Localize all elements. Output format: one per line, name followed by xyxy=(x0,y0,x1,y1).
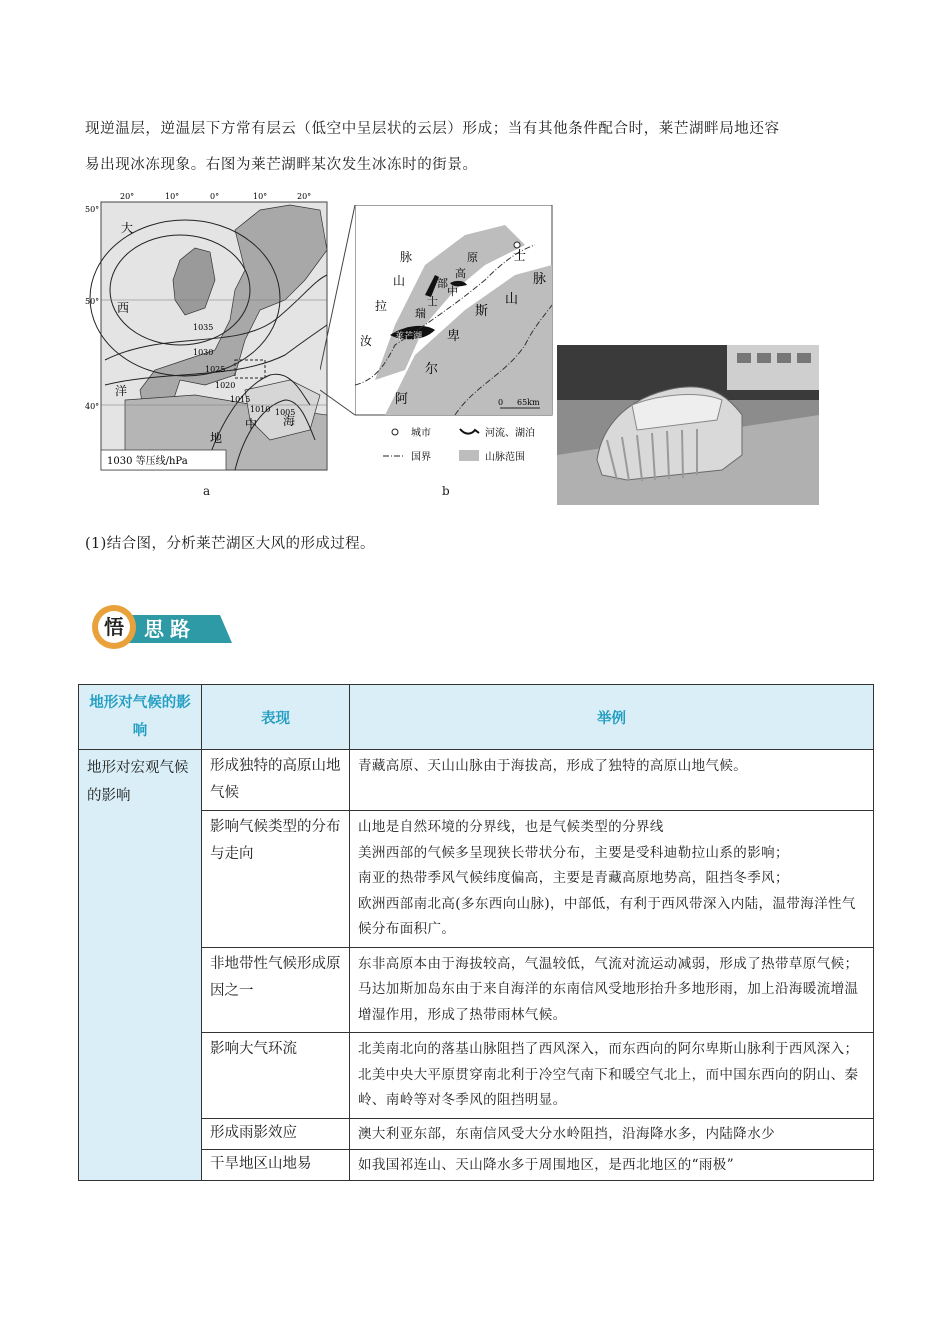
place-label: 地 xyxy=(210,431,223,445)
manifest-cell: 形成独特的高原山地气候 xyxy=(202,750,350,811)
lon-label: 20° xyxy=(120,192,135,201)
zoom-connector xyxy=(320,200,360,420)
question-1: (1)结合图，分析莱芒湖区大风的形成过程。 xyxy=(85,536,375,552)
lat-label: 40° xyxy=(85,402,100,411)
banner-char: 悟 xyxy=(104,615,124,639)
example-line: 马达加斯加岛东由于来自海洋的东南信风受地形抬升多地形雨，加上沿海暖流增温增湿作用，形成了热带雨林气候。 xyxy=(358,981,859,1023)
city-marker xyxy=(514,242,520,248)
figure-b-caption: b xyxy=(442,484,450,498)
frozen-car-svg xyxy=(557,345,819,505)
example-cell xyxy=(350,1149,874,1180)
place-label: 士 xyxy=(513,249,527,264)
intro-line-2: 易出现冰冻现象。右图为莱芒湖畔某次发生冰冻时的街景。 xyxy=(85,157,478,173)
place-label: 大 xyxy=(121,221,134,235)
example-cell xyxy=(350,750,874,811)
lon-label: 0° xyxy=(210,192,220,201)
place-label: 士 xyxy=(427,295,438,308)
place-label: 拉 xyxy=(375,299,388,313)
frozen-car-photo xyxy=(557,345,819,505)
place-label: 中 xyxy=(245,417,258,431)
manifest-cell: 非地带性气候形成原因之一 xyxy=(202,947,350,1033)
terrain-climate-table xyxy=(78,684,874,1181)
isobar-map-svg xyxy=(85,190,335,475)
legend-city: 城市 xyxy=(411,428,431,439)
isobar-label: 1015 xyxy=(230,395,251,404)
example-line: 澳大利亚东部，东南信风受大分水岭阻挡，沿海降水多，内陆降水少 xyxy=(358,1125,775,1142)
place-label: 脉 xyxy=(533,272,547,287)
place-label: 山 xyxy=(393,274,406,288)
isobar-label: 1035 xyxy=(193,323,214,332)
example-line: 青藏高原、天山山脉由于海拔高，形成了独特的高原山地气候。 xyxy=(358,758,748,774)
place-label: 卑 xyxy=(447,329,461,344)
place-label: 原 xyxy=(467,251,478,264)
place-label: 高 xyxy=(455,267,466,280)
place-label: 斯 xyxy=(475,304,489,319)
example-cell xyxy=(350,1118,874,1149)
place-label: 山 xyxy=(505,292,519,307)
example-line: 美洲西部的气候多呈现狭长带状分布，主要是受科迪勒拉山系的影响； xyxy=(358,844,789,861)
example-line: 欧洲西部南北高(多东西向山脉)，中部低，有利于西风带深入内陆，温带海洋性气候分布面积广。 xyxy=(358,895,856,937)
example-cell xyxy=(350,811,874,948)
isobar-label: 1030 xyxy=(193,348,214,357)
banner-text: 思路 xyxy=(144,617,196,641)
isobar-label: 1025 xyxy=(205,365,226,374)
place-label: 尔 xyxy=(425,362,439,377)
isobar-label: 1020 xyxy=(215,381,236,390)
example-line: 东非高原本由于海拔较高，气温较低，气流对流运动减弱，形成了热带草原气候； xyxy=(358,955,859,972)
place-label: 瑞 xyxy=(415,307,426,320)
example-line: 如我国祁连山、天山降水多于周围地区，是西北地区的“雨极” xyxy=(358,1156,735,1173)
isobar-label: 1005 xyxy=(275,408,296,417)
lon-label: 20° xyxy=(297,192,312,201)
manifest-cell: 干旱地区山地易 xyxy=(202,1149,350,1180)
place-label: 部 xyxy=(437,277,448,290)
lat-label: 50° xyxy=(85,205,100,214)
table-row xyxy=(79,750,874,811)
manifest-cell: 影响气候类型的分布与走向 xyxy=(202,811,350,948)
figure-a-caption: a xyxy=(203,484,211,498)
place-label: 海 xyxy=(283,414,296,428)
intro-line-1: 现逆温层，逆温层下方常有层云（低空中呈层状的云层）形成；当有其他条件配合时，莱芒湖畔局地还容 xyxy=(85,121,780,137)
lake-label: 莱芒湖 xyxy=(395,332,423,342)
table-header-row xyxy=(79,685,874,750)
isobar-label: 1010 xyxy=(250,405,271,414)
lat-label: 50° xyxy=(85,297,100,306)
category-cell: 地形对宏观气候的影响 xyxy=(79,750,202,1181)
manifest-cell: 形成雨影效应 xyxy=(202,1118,350,1149)
scale-label: 65km xyxy=(517,398,540,407)
legend-river-lake: 河流、湖泊 xyxy=(485,428,535,439)
legend-border: 国界 xyxy=(411,452,431,463)
example-line: 南亚的热带季风气候纬度偏高，主要是青藏高原地势高，阻挡冬季风； xyxy=(358,870,789,886)
scale-zero: 0 xyxy=(498,398,504,407)
mountain-legend-icon xyxy=(459,450,479,461)
header-influence: 地形对气候的影响 xyxy=(79,685,202,750)
figure-a-isobar-map xyxy=(85,190,335,475)
thinking-banner xyxy=(92,603,232,651)
place-label: 阿 xyxy=(395,392,409,407)
manifest-cell: 影响大气环流 xyxy=(202,1033,350,1119)
place-label: 脉 xyxy=(400,250,413,264)
city-legend-icon xyxy=(392,429,398,435)
lon-label: 10° xyxy=(253,192,268,201)
river-lake-legend-icon xyxy=(460,429,479,434)
legend-mountain: 山脉范围 xyxy=(485,452,525,463)
place-label: 西 xyxy=(117,301,130,315)
place-label: 汝 xyxy=(360,334,373,348)
example-line: 北美南北向的落基山脉阻挡了西风深入，而东西向的阿尔卑斯山脉利于西风深入；北美中央大平原贯穿南北利于冷空气南下和暖空气北上，而中国东西向的阴山、秦岭、南岭等对冬季风的阻挡明显。 xyxy=(358,1041,859,1108)
figure-b-mountain-map xyxy=(355,205,555,480)
place-label: 洋 xyxy=(115,384,128,398)
example-cell xyxy=(350,947,874,1033)
lon-label: 10° xyxy=(165,192,180,201)
isobar-legend: 1030 等压线/hPa xyxy=(107,456,188,467)
place-label: 中 xyxy=(447,285,458,298)
header-example: 举例 xyxy=(350,685,874,750)
header-manifestation: 表现 xyxy=(202,685,350,750)
example-cell xyxy=(350,1033,874,1119)
banner-svg xyxy=(92,603,232,651)
mountain-map-svg xyxy=(355,205,555,480)
example-line: 山地是自然环境的分界线，也是气候类型的分界线 xyxy=(358,819,664,835)
